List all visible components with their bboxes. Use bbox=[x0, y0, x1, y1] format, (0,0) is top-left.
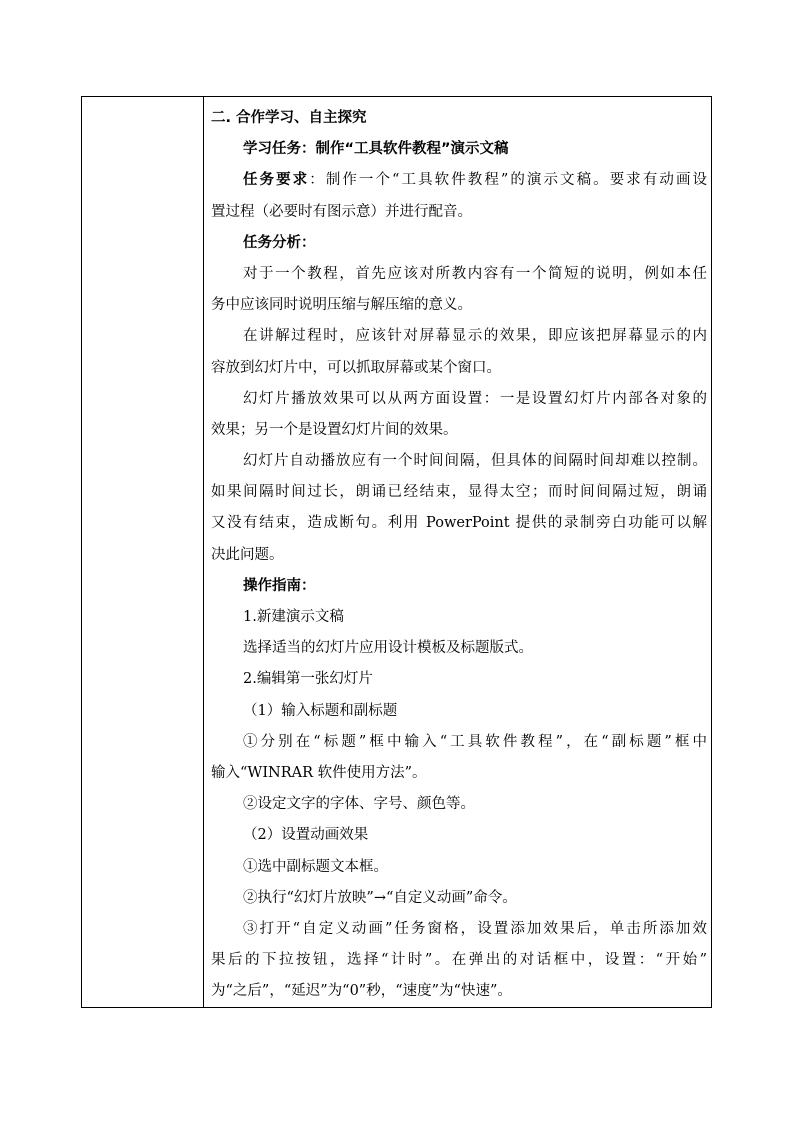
requirement-line-1 bbox=[211, 165, 707, 196]
guide-sub-1-b: ②设定文字的字体、字号、颜色等。 bbox=[243, 796, 475, 813]
guide-sub-2-c-line-1: ③打开“自定义动画”任务窗格，设置添加效果后，单击所添加效 bbox=[243, 920, 707, 937]
guide-label: 操作指南： bbox=[243, 577, 316, 594]
analysis-p2-line-2: 容放到幻灯片中，可以抓取屏幕或某个窗口。 bbox=[211, 359, 501, 376]
table-right-cell bbox=[204, 97, 712, 1007]
analysis-p2-line-1: 在讲解过程时，应该针对屏幕显示的效果，即应该把屏幕显示的内 bbox=[243, 328, 707, 345]
analysis-p4-line-3: 又没有结束，造成断句。利用 PowerPoint 提供的录制旁白功能可以解 bbox=[211, 515, 707, 532]
guide-step-1: 1.新建演示文稿 bbox=[243, 609, 344, 625]
section-title: 二. 合作学习、自主探究 bbox=[211, 110, 367, 126]
guide-sub-2-c-line-2: 果后的下拉按钮，选择“计时”。在弹出的对话框中，设置：“开始” bbox=[211, 952, 707, 969]
task-title: 学习任务：制作“工具软件教程”演示文稿 bbox=[243, 141, 509, 158]
content-table bbox=[81, 96, 712, 1008]
requirement-label: 任务要求 bbox=[243, 172, 310, 189]
analysis-p3-line-2: 效果；另一个是设置幻灯片间的效果。 bbox=[211, 421, 458, 438]
guide-sub-1: （1）输入标题和副标题 bbox=[243, 702, 398, 719]
analysis-p4-line-1: 幻灯片自动播放应有一个时间间隔，但具体的间隔时间却难以控制。 bbox=[243, 453, 707, 470]
guide-sub-1-a-line-2: 输入“WINRAR 软件使用方法”。 bbox=[211, 764, 427, 781]
analysis-label: 任务分析： bbox=[243, 234, 316, 251]
requirement-colon: ： bbox=[309, 172, 326, 189]
guide-sub-1-a-line-1: ①分别在“标题”框中输入“工具软件教程”，在“副标题”框中 bbox=[243, 733, 707, 750]
analysis-p3-line-1: 幻灯片播放效果可以从两方面设置：一是设置幻灯片内部各对象的 bbox=[243, 390, 707, 407]
guide-sub-2: （2）设置动画效果 bbox=[243, 827, 369, 844]
analysis-p4-line-2: 如果间隔时间过长，朗诵已经结束，显得太空；而时间间隔过短，朗诵 bbox=[211, 484, 707, 501]
requirement-text: 制作一个“工具软件教程”的演示文稿。要求有动画设 bbox=[325, 172, 707, 189]
guide-sub-2-b: ②执行“幻灯片放映”→“自定义动画”命令。 bbox=[243, 889, 517, 906]
analysis-p4-line-4: 决此问题。 bbox=[211, 546, 284, 563]
analysis-p1-line-2: 务中应该同时说明压缩与解压缩的意义。 bbox=[211, 297, 472, 314]
guide-step-1-desc: 选择适当的幻灯片应用设计模板及标题版式。 bbox=[243, 640, 533, 657]
guide-sub-2-c-line-3: 为“之后”，“延迟”为“0”秒，“速度”为“快速”。 bbox=[211, 983, 512, 1000]
requirement-line-2: 置过程（必要时有图示意）并进行配音。 bbox=[211, 203, 472, 220]
guide-sub-2-a: ①选中副标题文本框。 bbox=[243, 858, 388, 875]
analysis-p1-line-1: 对于一个教程，首先应该对所教内容有一个简短的说明，例如本任 bbox=[243, 265, 707, 282]
table-left-cell bbox=[82, 97, 204, 1007]
guide-step-2: 2.编辑第一张幻灯片 bbox=[243, 671, 373, 688]
